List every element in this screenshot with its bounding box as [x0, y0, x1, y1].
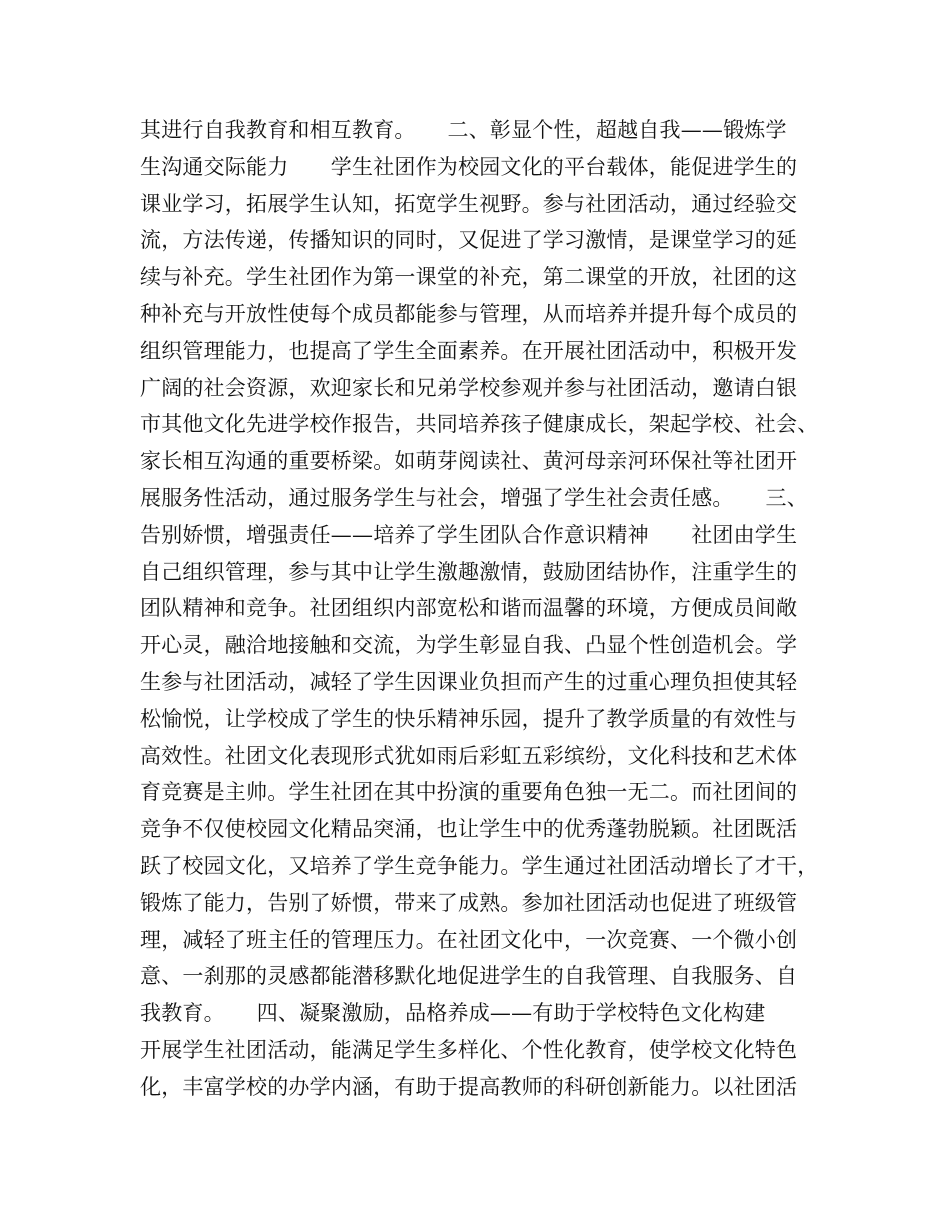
- text-line: 高效性。社团文化表现形式犹如雨后彩虹五彩缤纷，文化科技和艺术体: [140, 743, 798, 768]
- text-line: 自己组织管理，参与其中让学生激趣激情，鼓励团结协作，注重学生的: [140, 559, 798, 584]
- text-line: 开展学生社团活动，能满足学生多样化、个性化教育，使学校文化特色: [140, 1037, 798, 1062]
- text-line: 锻炼了能力，告别了娇惯，带来了成熟。参加社团活动也促进了班级管: [140, 890, 798, 915]
- text-line: 育竞赛是主帅。学生社团在其中扮演的重要角色独一无二。而社团间的: [140, 780, 798, 805]
- text-line: 市其他文化先进学校作报告，共同培养孩子健康成长，架起学校、社会、: [140, 412, 819, 437]
- text-line: 理，减轻了班主任的管理压力。在社团文化中，一次竞赛、一个微小创: [140, 927, 798, 952]
- text-line: 化，丰富学校的办学内涵，有助于提高教师的科研创新能力。以社团活: [140, 1074, 798, 1099]
- text-line: 生沟通交际能力 学生社团作为校园文化的平台载体，能促进学生的: [140, 154, 798, 179]
- text-line: 开心灵，融洽地接触和交流，为学生彰显自我、凸显个性创造机会。学: [140, 633, 798, 658]
- text-line: 跃了校园文化，又培养了学生竞争能力。学生通过社团活动增长了才干，: [140, 853, 819, 878]
- text-line: 意、一刹那的灵感都能潜移默化地促进学生的自我管理、自我服务、自: [140, 964, 798, 989]
- body-text: [140, 112, 830, 1106]
- text-line: 流，方法传递，传播知识的同时，又促进了学习激情，是课堂学习的延: [140, 228, 798, 253]
- text-line: 竞争不仅使校园文化精品突涌，也让学生中的优秀蓬勃脱颖。社团既活: [140, 817, 798, 842]
- text-line: 松愉悦，让学校成了学生的快乐精神乐园，提升了教学质量的有效性与: [140, 706, 798, 731]
- text-line: 团队精神和竞争。社团组织内部宽松和谐而温馨的环境，方便成员间敞: [140, 596, 798, 621]
- text-line: 我教育。 四、凝聚激励，品格养成——有助于学校特色文化构建: [140, 1001, 787, 1026]
- text-line: 种补充与开放性使每个成员都能参与管理，从而培养并提升每个成员的: [140, 301, 798, 326]
- text-line: 组织管理能力，也提高了学生全面素养。在开展社团活动中，积极开发: [140, 338, 798, 363]
- text-line: 课业学习，拓展学生认知，拓宽学生视野。参与社团活动，通过经验交: [140, 191, 798, 216]
- text-line: 广阔的社会资源，欢迎家长和兄弟学校参观并参与社团活动，邀请白银: [140, 375, 798, 400]
- text-line: 其进行自我教育和相互教育。 二、彰显个性，超越自我——锻炼学: [140, 118, 787, 142]
- text-line: 续与补充。学生社团作为第一课堂的补充，第二课堂的开放，社团的这: [140, 265, 798, 290]
- text-line: 告别娇惯，增强责任——培养了学生团队合作意识精神 社团由学生: [140, 522, 798, 547]
- text-line: 生参与社团活动，减轻了学生因课业负担而产生的过重心理负担使其轻: [140, 669, 798, 694]
- text-line: 展服务性活动，通过服务学生与社会，增强了学生社会责任感。 三、: [140, 485, 808, 510]
- text-line: 家长相互沟通的重要桥梁。如萌芽阅读社、黄河母亲河环保社等社团开: [140, 449, 798, 474]
